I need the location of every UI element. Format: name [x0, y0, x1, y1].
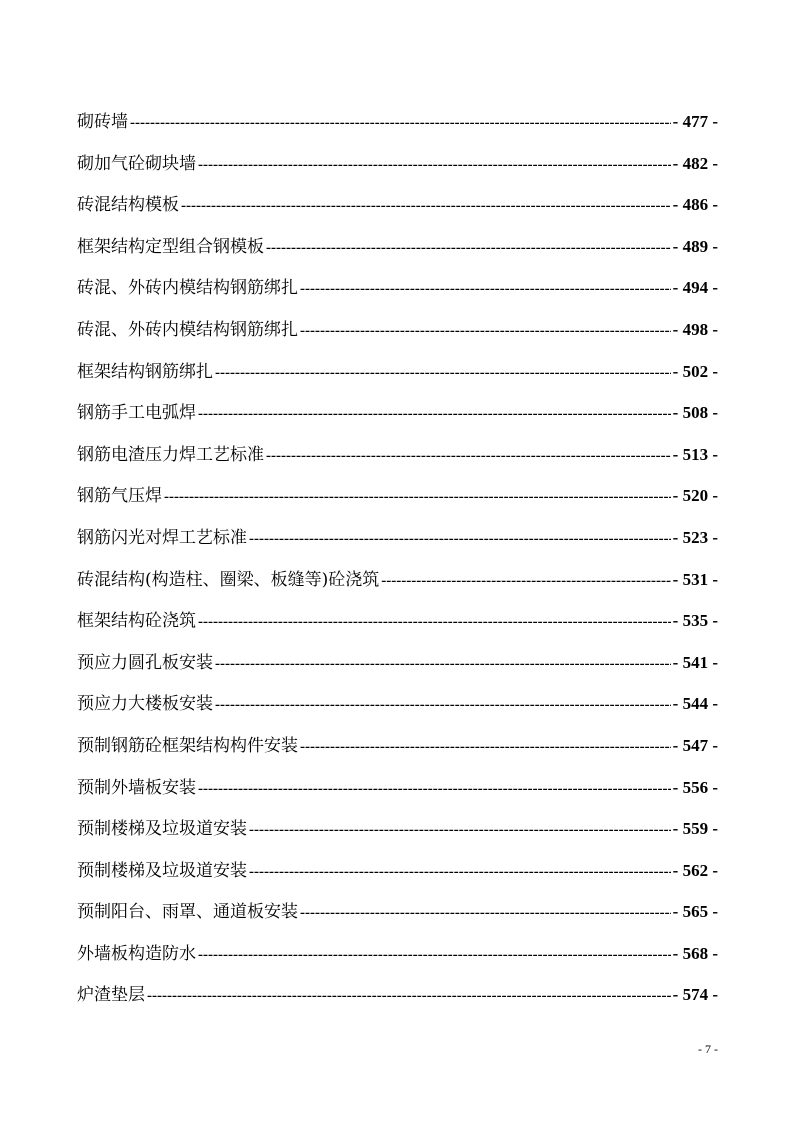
toc-leader-dots	[266, 231, 671, 265]
toc-entry-page: - 477 -	[672, 112, 718, 131]
toc-entry-page: - 494 -	[672, 278, 718, 298]
toc-entry-title: 框架结构钢筋绑扎	[77, 361, 213, 382]
toc-entry[interactable]	[77, 563, 718, 605]
toc-entry[interactable]	[77, 978, 718, 1020]
toc-leader-dots	[300, 272, 671, 306]
toc-leader-dots	[130, 106, 671, 140]
toc-leader-dots	[215, 356, 671, 390]
toc-entry-title: 钢筋闪光对焊工艺标准	[77, 527, 247, 548]
toc-entry-title: 钢筋电渣压力焊工艺标准	[77, 444, 264, 465]
toc-entry-page: - 544 -	[672, 694, 718, 714]
toc-entry[interactable]	[77, 188, 718, 230]
toc-entry[interactable]	[77, 438, 718, 480]
toc-entry-page: - 559 -	[672, 819, 718, 839]
toc-leader-dots	[249, 855, 671, 889]
toc-entry-page: - 508 -	[672, 403, 718, 423]
toc-entry[interactable]	[77, 646, 718, 688]
toc-entry[interactable]	[77, 729, 718, 771]
table-of-contents	[77, 105, 718, 1020]
toc-entry-page: - 486 -	[672, 195, 718, 215]
toc-leader-dots	[198, 397, 671, 431]
toc-entry-page: - 565 -	[672, 902, 718, 922]
toc-leader-dots	[147, 979, 671, 1013]
toc-entry-title: 预应力圆孔板安装	[77, 652, 213, 673]
toc-leader-dots	[300, 896, 671, 930]
toc-entry-title: 预应力大楼板安装	[77, 694, 213, 715]
toc-entry-page: - 541 -	[672, 652, 718, 672]
toc-entry-page: - 531 -	[672, 569, 718, 589]
toc-leader-dots	[164, 480, 671, 514]
toc-entry-page: - 502 -	[672, 361, 718, 381]
toc-entry-page: - 547 -	[672, 735, 718, 755]
toc-entry-title: 砖混、外砖内模结构钢筋绑扎	[77, 278, 298, 299]
toc-entry[interactable]	[77, 313, 718, 355]
toc-leader-dots	[249, 522, 671, 556]
toc-entry[interactable]	[77, 355, 718, 397]
toc-entry-page: - 568 -	[672, 943, 718, 963]
toc-entry-title: 预制阳台、雨罩、通道板安装	[77, 902, 298, 923]
toc-leader-dots	[215, 688, 671, 722]
toc-entry-page: - 562 -	[672, 860, 718, 880]
toc-leader-dots	[198, 148, 671, 182]
toc-entry[interactable]	[77, 604, 718, 646]
toc-entry[interactable]	[77, 687, 718, 729]
toc-entry-title: 砌砖墙	[77, 112, 128, 132]
toc-entry-title: 预制钢筋砼框架结构构件安装	[77, 735, 298, 756]
toc-entry-page: - 535 -	[672, 611, 718, 631]
toc-entry-title: 钢筋手工电弧焊	[77, 403, 196, 424]
toc-leader-dots	[198, 938, 671, 972]
toc-entry[interactable]	[77, 812, 718, 854]
toc-entry-title: 砖混结构(构造柱、圈梁、板缝等)砼浇筑	[77, 569, 380, 590]
toc-leader-dots	[181, 189, 671, 223]
toc-entry-title: 预制楼梯及垃圾道安装	[77, 860, 247, 881]
toc-leader-dots	[381, 564, 670, 598]
toc-leader-dots	[198, 772, 671, 806]
toc-leader-dots	[198, 605, 671, 639]
page-number: - 7 -	[698, 1042, 718, 1056]
toc-entry-page: - 482 -	[672, 153, 718, 173]
toc-entry-page: - 520 -	[672, 486, 718, 506]
toc-entry[interactable]	[77, 854, 718, 896]
toc-entry[interactable]	[77, 521, 718, 563]
toc-entry[interactable]	[77, 147, 718, 189]
toc-entry-title: 外墙板构造防水	[77, 943, 196, 964]
toc-entry[interactable]	[77, 771, 718, 813]
toc-entry-title: 钢筋气压焊	[77, 486, 162, 507]
toc-entry-page: - 556 -	[672, 777, 718, 797]
toc-entry[interactable]	[77, 271, 718, 313]
toc-entry-title: 预制楼梯及垃圾道安装	[77, 819, 247, 840]
toc-leader-dots	[249, 813, 671, 847]
toc-entry-title: 炉渣垫层	[77, 985, 145, 1006]
toc-entry-title: 框架结构定型组合钢模板	[77, 236, 264, 257]
toc-entry-title: 砖混结构模板	[77, 195, 179, 216]
toc-entry-title: 框架结构砼浇筑	[77, 611, 196, 632]
toc-entry-page: - 523 -	[672, 527, 718, 547]
toc-leader-dots	[300, 314, 671, 348]
toc-entry[interactable]	[77, 105, 718, 147]
toc-entry-title: 砌加气砼砌块墙	[77, 153, 196, 174]
toc-entry-title: 砖混、外砖内模结构钢筋绑扎	[77, 319, 298, 340]
toc-entry-page: - 513 -	[672, 444, 718, 464]
toc-entry[interactable]	[77, 895, 718, 937]
toc-entry-page: - 498 -	[672, 319, 718, 339]
toc-entry-title: 预制外墙板安装	[77, 777, 196, 798]
toc-leader-dots	[266, 439, 671, 473]
toc-entry[interactable]	[77, 937, 718, 979]
toc-entry-page: - 574 -	[672, 985, 718, 1005]
toc-entry[interactable]	[77, 479, 718, 521]
toc-entry-page: - 489 -	[672, 236, 718, 256]
toc-leader-dots	[300, 730, 671, 764]
toc-entry[interactable]	[77, 396, 718, 438]
toc-entry[interactable]	[77, 230, 718, 272]
toc-leader-dots	[215, 647, 671, 681]
